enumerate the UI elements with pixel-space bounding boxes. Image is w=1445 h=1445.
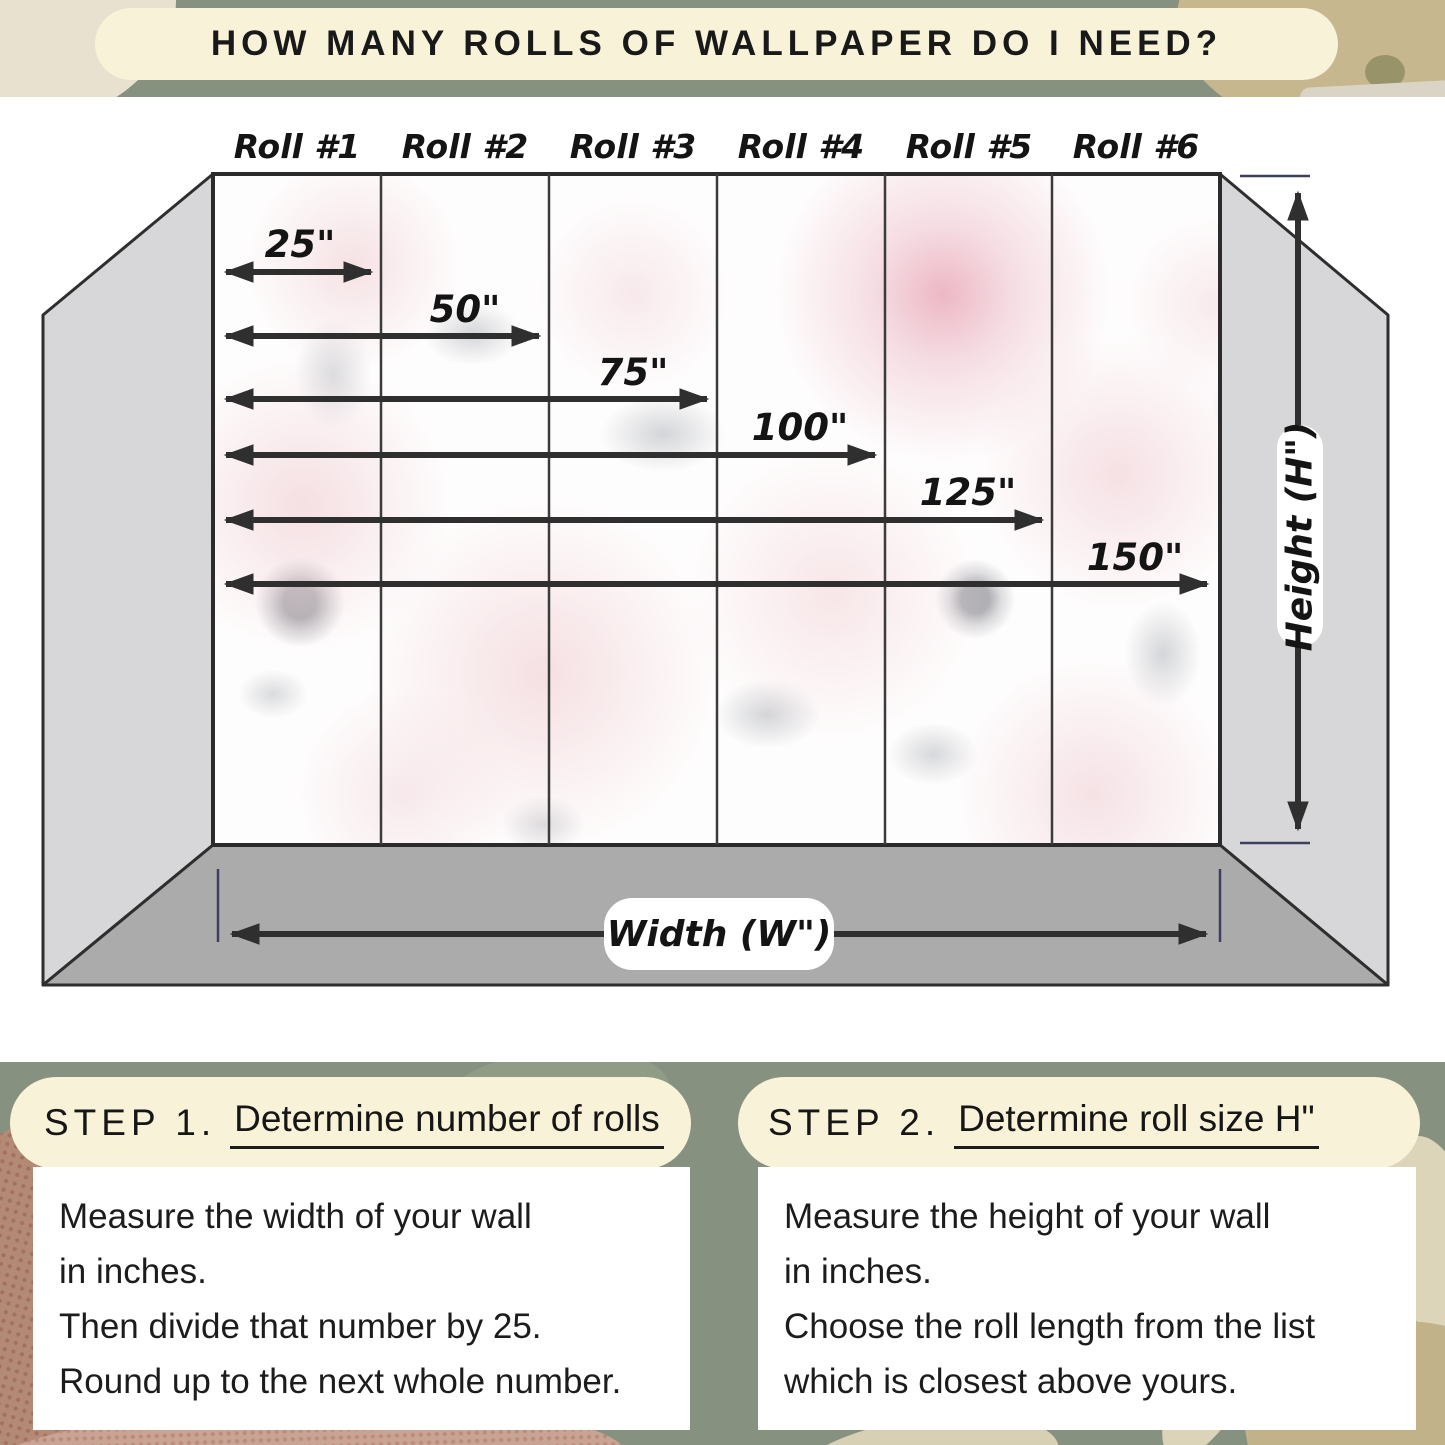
title-banner [95, 8, 1338, 80]
step1-heading: Determine number of rolls [230, 1098, 664, 1149]
height-label-pill [1277, 421, 1323, 651]
page-title: HOW MANY ROLLS OF WALLPAPER DO I NEED? [210, 24, 1223, 63]
roll-label-3: Roll #3 [569, 127, 697, 166]
measurement-label-125: 125" [919, 471, 1017, 514]
measurement-label-25: 25" [264, 223, 336, 266]
step2-line-2: in inches. [784, 1252, 932, 1291]
step1-instructions [33, 1167, 690, 1430]
room-diagram-panel [0, 97, 1445, 1062]
roll-label-6: Roll #6 [1072, 127, 1200, 166]
step2-line-4: which is closest above yours. [784, 1362, 1238, 1401]
roll-label-1: Roll #1 [233, 127, 361, 166]
step2-line-3: Choose the roll length from the list [784, 1307, 1316, 1346]
roll-label-2: Roll #2 [401, 127, 529, 166]
roll-label-5: Roll #5 [905, 127, 1033, 166]
step2-line-1: Measure the height of your wall [784, 1197, 1271, 1236]
height-label: Height (H") [1279, 421, 1321, 651]
measurement-label-100: 100" [751, 406, 849, 449]
step1-line-3: Then divide that number by 25. [59, 1307, 542, 1346]
step1-line-2: in inches. [59, 1252, 207, 1291]
measurement-label-50: 50" [429, 288, 501, 331]
step2-number: STEP 2. [768, 1102, 941, 1143]
width-label: Width (W") [606, 913, 832, 955]
step1-line-1: Measure the width of your wall [59, 1197, 532, 1236]
width-label-pill [604, 898, 834, 970]
step2-heading: Determine roll size H" [954, 1098, 1319, 1149]
step1-number: STEP 1. [44, 1102, 217, 1143]
measurement-label-75: 75" [597, 351, 669, 394]
step1-header [10, 1077, 691, 1169]
step2-header [738, 1077, 1420, 1169]
roll-label-4: Roll #4 [737, 127, 865, 166]
measurement-label-150: 150" [1086, 536, 1184, 579]
step1-line-4: Round up to the next whole number. [59, 1362, 622, 1401]
step2-instructions [758, 1167, 1416, 1430]
